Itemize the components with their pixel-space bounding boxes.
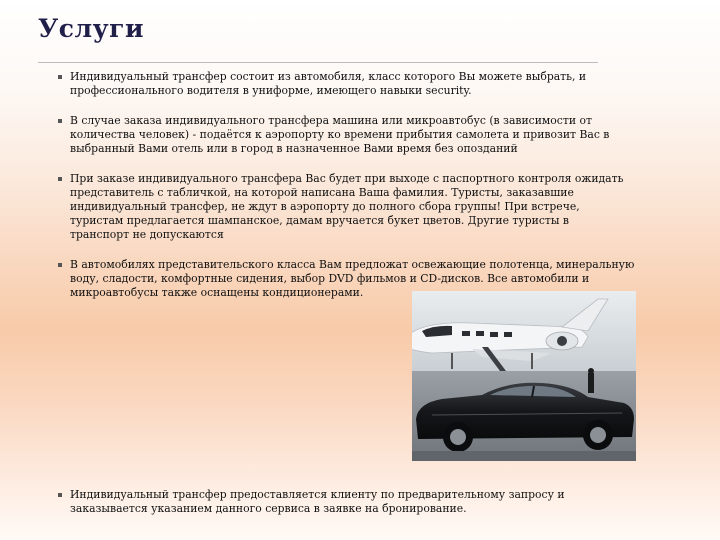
bullet-item-airport-pickup — [70, 114, 625, 156]
bullet-item-booking-request — [70, 488, 630, 516]
bullet-item-vehicle-and-driver — [70, 70, 615, 98]
slide-title: Услуги — [38, 14, 145, 43]
bullet-square-icon — [58, 75, 62, 79]
bullet-text: Индивидуальный трансфер состоит из автомобиля, класс которого Вы можете выбрать, и профессионального водителя в униформе, имеющего навыки security. — [70, 70, 587, 97]
bullet-square-icon — [58, 493, 62, 497]
bullet-square-icon — [58, 119, 62, 123]
bullet-square-icon — [58, 263, 62, 267]
bullet-text: Индивидуальный трансфер предоставляется клиенту по предварительному запросу и заказывается указанием данного сервиса в заявке на бронирование. — [70, 488, 565, 515]
bullet-square-icon — [58, 177, 62, 181]
bullet-text: В случае заказа индивидуального трансфера машина или микроавтобус (в зависимости от количества человек) - подаётся к аэропорту ко времени прибытия самолета и привозит Вас в выбранный Вами отель или в город в назначенное Вами время без опозданий — [70, 114, 610, 155]
bullet-item-meeting-representative — [70, 172, 630, 242]
jet-and-limousine-photo — [412, 291, 636, 461]
bullet-text: В автомобилях представительского класса Вам предложат освежающие полотенца, минеральную воду, сладости, комфортные сидения, выбор DVD фильмов и CD-дисков. Все автомобили и микроавтобусы также оснащены кондиционерами. — [70, 258, 635, 299]
bullet-text: При заказе индивидуального трансфера Вас будет при выходе с паспортного контроля ожидать представитель с табличкой, на которой написана Ваша фамилия. Туристы, заказавшие индивидуальный трансфер, не ждут в аэропорту до полного сбора группы! При встрече, туристам предлагается шампанское, дамам вручается букет цветов. Другие туристы в транспорт не допускаются — [70, 172, 624, 241]
